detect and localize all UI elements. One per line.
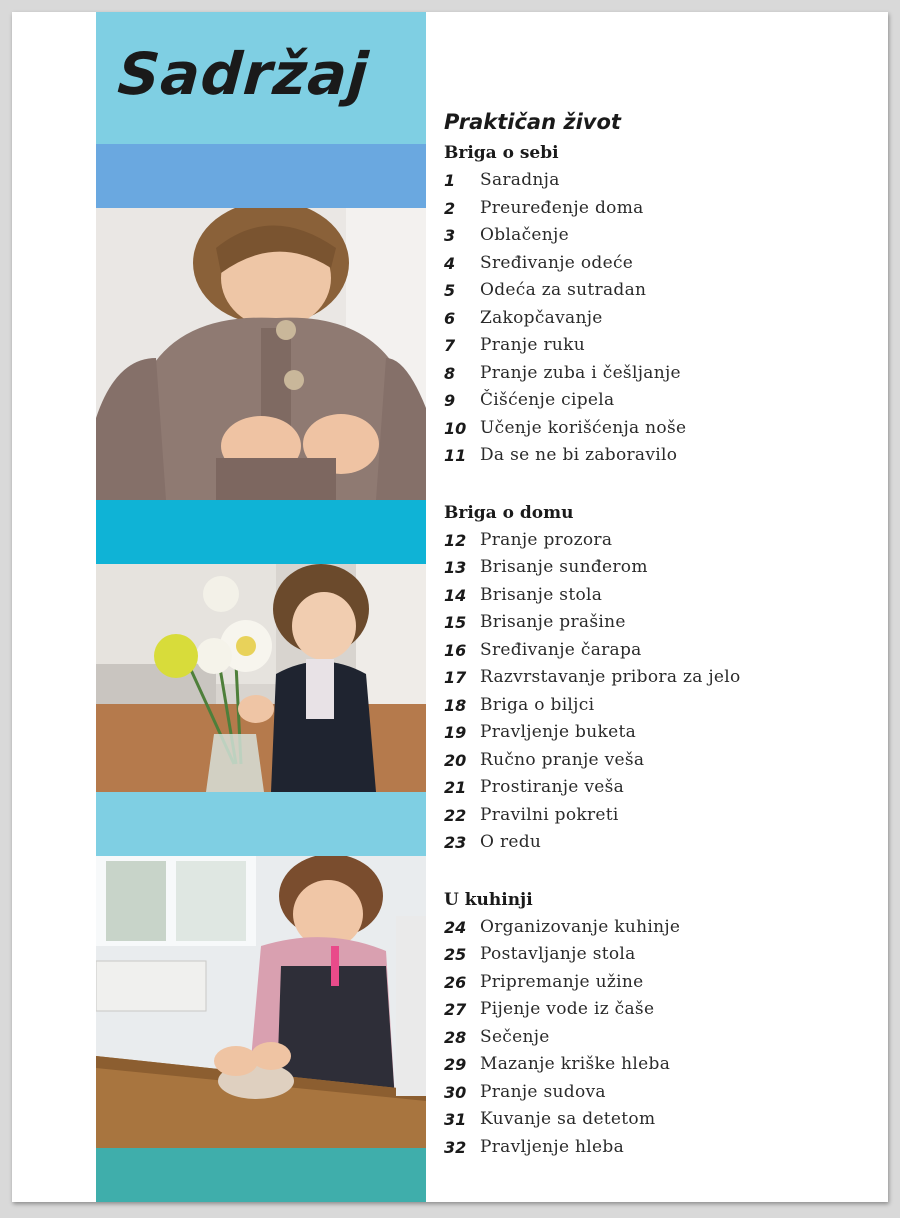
toc-item-number: 22 bbox=[444, 805, 467, 825]
toc-item-number: 10 bbox=[444, 418, 467, 438]
toc-item bbox=[444, 969, 874, 997]
toc-item-number: 28 bbox=[444, 1027, 467, 1047]
toc-item-number: 7 bbox=[444, 336, 456, 355]
toc-item-label: Da se ne bi zaboravilo bbox=[480, 445, 678, 465]
toc-item-number: 23 bbox=[444, 833, 467, 852]
toc-item-label: Prostiranje veša bbox=[480, 777, 625, 797]
toc-item-label: Pranje prozora bbox=[480, 529, 613, 550]
toc-item-number: 24 bbox=[444, 917, 467, 937]
toc-item bbox=[444, 1079, 874, 1107]
toc-section-title: Briga o sebi bbox=[444, 143, 559, 163]
toc-item-label: Pranje zuba i češljanje bbox=[480, 362, 681, 383]
toc-item bbox=[444, 1024, 874, 1052]
toc-item-label: Pijenje vode iz čaše bbox=[480, 999, 655, 1019]
toc-item-label: Kuvanje sa detetom bbox=[480, 1109, 656, 1129]
book-page bbox=[12, 12, 888, 1202]
toc-item bbox=[444, 222, 874, 250]
photo-child-kneading-dough bbox=[96, 856, 426, 1148]
toc-item-label: Ručno pranje veša bbox=[480, 749, 645, 770]
toc-item-number: 20 bbox=[444, 750, 467, 770]
toc-item-number: 27 bbox=[444, 1000, 467, 1019]
toc-item-label: Pranje ruku bbox=[480, 335, 586, 355]
toc-item bbox=[444, 195, 874, 223]
toc-item-label: Zakopčavanje bbox=[480, 307, 603, 328]
toc-item-label: Pripremanje užine bbox=[480, 971, 644, 992]
toc-item bbox=[444, 554, 874, 582]
toc-item bbox=[444, 582, 874, 610]
color-band-cyan bbox=[96, 500, 426, 564]
toc-item-label: Postavljanje stola bbox=[480, 944, 636, 964]
toc-item-label: Čišćenje cipela bbox=[480, 390, 615, 410]
toc-item bbox=[444, 802, 874, 830]
toc-item-number: 30 bbox=[444, 1082, 467, 1102]
toc-item-number: 8 bbox=[444, 363, 456, 383]
toc-item-label: Pravilni pokreti bbox=[480, 804, 619, 825]
toc-item-label: Pravljenje buketa bbox=[480, 722, 637, 742]
toc-item-number: 14 bbox=[444, 585, 467, 605]
toc-section-title: Briga o domu bbox=[444, 502, 574, 523]
toc-item-label: Sečenje bbox=[480, 1026, 550, 1047]
toc-item bbox=[444, 387, 874, 415]
toc-item bbox=[444, 332, 874, 360]
section-spacer bbox=[444, 857, 874, 887]
toc-item bbox=[444, 747, 874, 775]
toc-item-number: 31 bbox=[444, 1110, 467, 1129]
toc-item-number: 1 bbox=[444, 171, 456, 190]
section-spacer bbox=[444, 470, 874, 500]
toc-item bbox=[444, 442, 874, 470]
toc-item-label: Pranje sudova bbox=[480, 1081, 606, 1102]
toc-item-number: 21 bbox=[444, 778, 467, 797]
toc-main-heading: Praktičan život bbox=[444, 110, 621, 134]
toc-item bbox=[444, 415, 874, 443]
toc-item bbox=[444, 250, 874, 278]
toc-item-number: 4 bbox=[444, 253, 456, 273]
toc-item bbox=[444, 1106, 874, 1134]
toc-item-number: 11 bbox=[444, 446, 467, 465]
page-title: Sadržaj bbox=[115, 40, 372, 108]
toc-item-number: 9 bbox=[444, 391, 456, 410]
toc-item-number: 29 bbox=[444, 1055, 467, 1074]
toc-item bbox=[444, 637, 874, 665]
toc-item bbox=[444, 609, 874, 637]
toc-item-number: 13 bbox=[444, 558, 467, 577]
toc-item bbox=[444, 664, 874, 692]
title-block bbox=[96, 12, 426, 144]
toc-item-label: Preuređenje doma bbox=[480, 197, 644, 218]
toc-item-label: Brisanje prašine bbox=[480, 612, 626, 632]
toc-item-number: 5 bbox=[444, 281, 456, 300]
table-of-contents bbox=[444, 104, 874, 1161]
toc-item-number: 2 bbox=[444, 198, 456, 218]
toc-item bbox=[444, 774, 874, 802]
color-band-light-blue bbox=[96, 792, 426, 856]
toc-item bbox=[444, 692, 874, 720]
color-band-teal bbox=[96, 1148, 426, 1202]
toc-item-label: O redu bbox=[480, 832, 542, 852]
toc-item bbox=[444, 1051, 874, 1079]
toc-item bbox=[444, 829, 874, 857]
toc-item bbox=[444, 277, 874, 305]
toc-item-label: Oblačenje bbox=[480, 225, 569, 245]
toc-item bbox=[444, 1134, 874, 1162]
toc-item-label: Briga o biljci bbox=[480, 694, 595, 715]
toc-item-label: Brisanje sunđerom bbox=[480, 557, 648, 577]
toc-item-label: Saradnja bbox=[480, 170, 560, 190]
toc-item-label: Organizovanje kuhinje bbox=[480, 916, 681, 937]
toc-section-title: U kuhinji bbox=[444, 889, 533, 910]
toc-item-label: Mazanje kriške hleba bbox=[480, 1054, 671, 1074]
photo-child-buttoning-cardigan bbox=[96, 208, 426, 500]
toc-item-number: 16 bbox=[444, 640, 467, 660]
toc-item bbox=[444, 941, 874, 969]
toc-item-number: 3 bbox=[444, 226, 456, 245]
color-band-blue bbox=[96, 144, 426, 208]
toc-item bbox=[444, 996, 874, 1024]
toc-item bbox=[444, 305, 874, 333]
toc-item-number: 18 bbox=[444, 695, 467, 715]
toc-item-label: Odeća za sutradan bbox=[480, 280, 647, 300]
toc-item-number: 32 bbox=[444, 1137, 467, 1157]
toc-item bbox=[444, 527, 874, 555]
toc-item-number: 17 bbox=[444, 668, 467, 687]
photo-child-arranging-flowers bbox=[96, 564, 426, 792]
toc-item-number: 26 bbox=[444, 972, 467, 992]
toc-item-number: 25 bbox=[444, 945, 467, 964]
toc-item-number: 12 bbox=[444, 530, 467, 550]
toc-item-label: Učenje korišćenja noše bbox=[480, 417, 687, 438]
toc-item-label: Brisanje stola bbox=[480, 584, 603, 605]
toc-item bbox=[444, 360, 874, 388]
toc-item bbox=[444, 167, 874, 195]
toc-item bbox=[444, 719, 874, 747]
toc-item-label: Razvrstavanje pribora za jelo bbox=[480, 667, 741, 687]
toc-item-label: Pravljenje hleba bbox=[480, 1136, 625, 1157]
toc-item-label: Sređivanje čarapa bbox=[480, 639, 642, 660]
toc-item-number: 19 bbox=[444, 723, 467, 742]
toc-item-number: 15 bbox=[444, 613, 467, 632]
toc-item-label: Sređivanje odeće bbox=[480, 252, 634, 273]
toc-item bbox=[444, 914, 874, 942]
toc-item-number: 6 bbox=[444, 308, 456, 328]
